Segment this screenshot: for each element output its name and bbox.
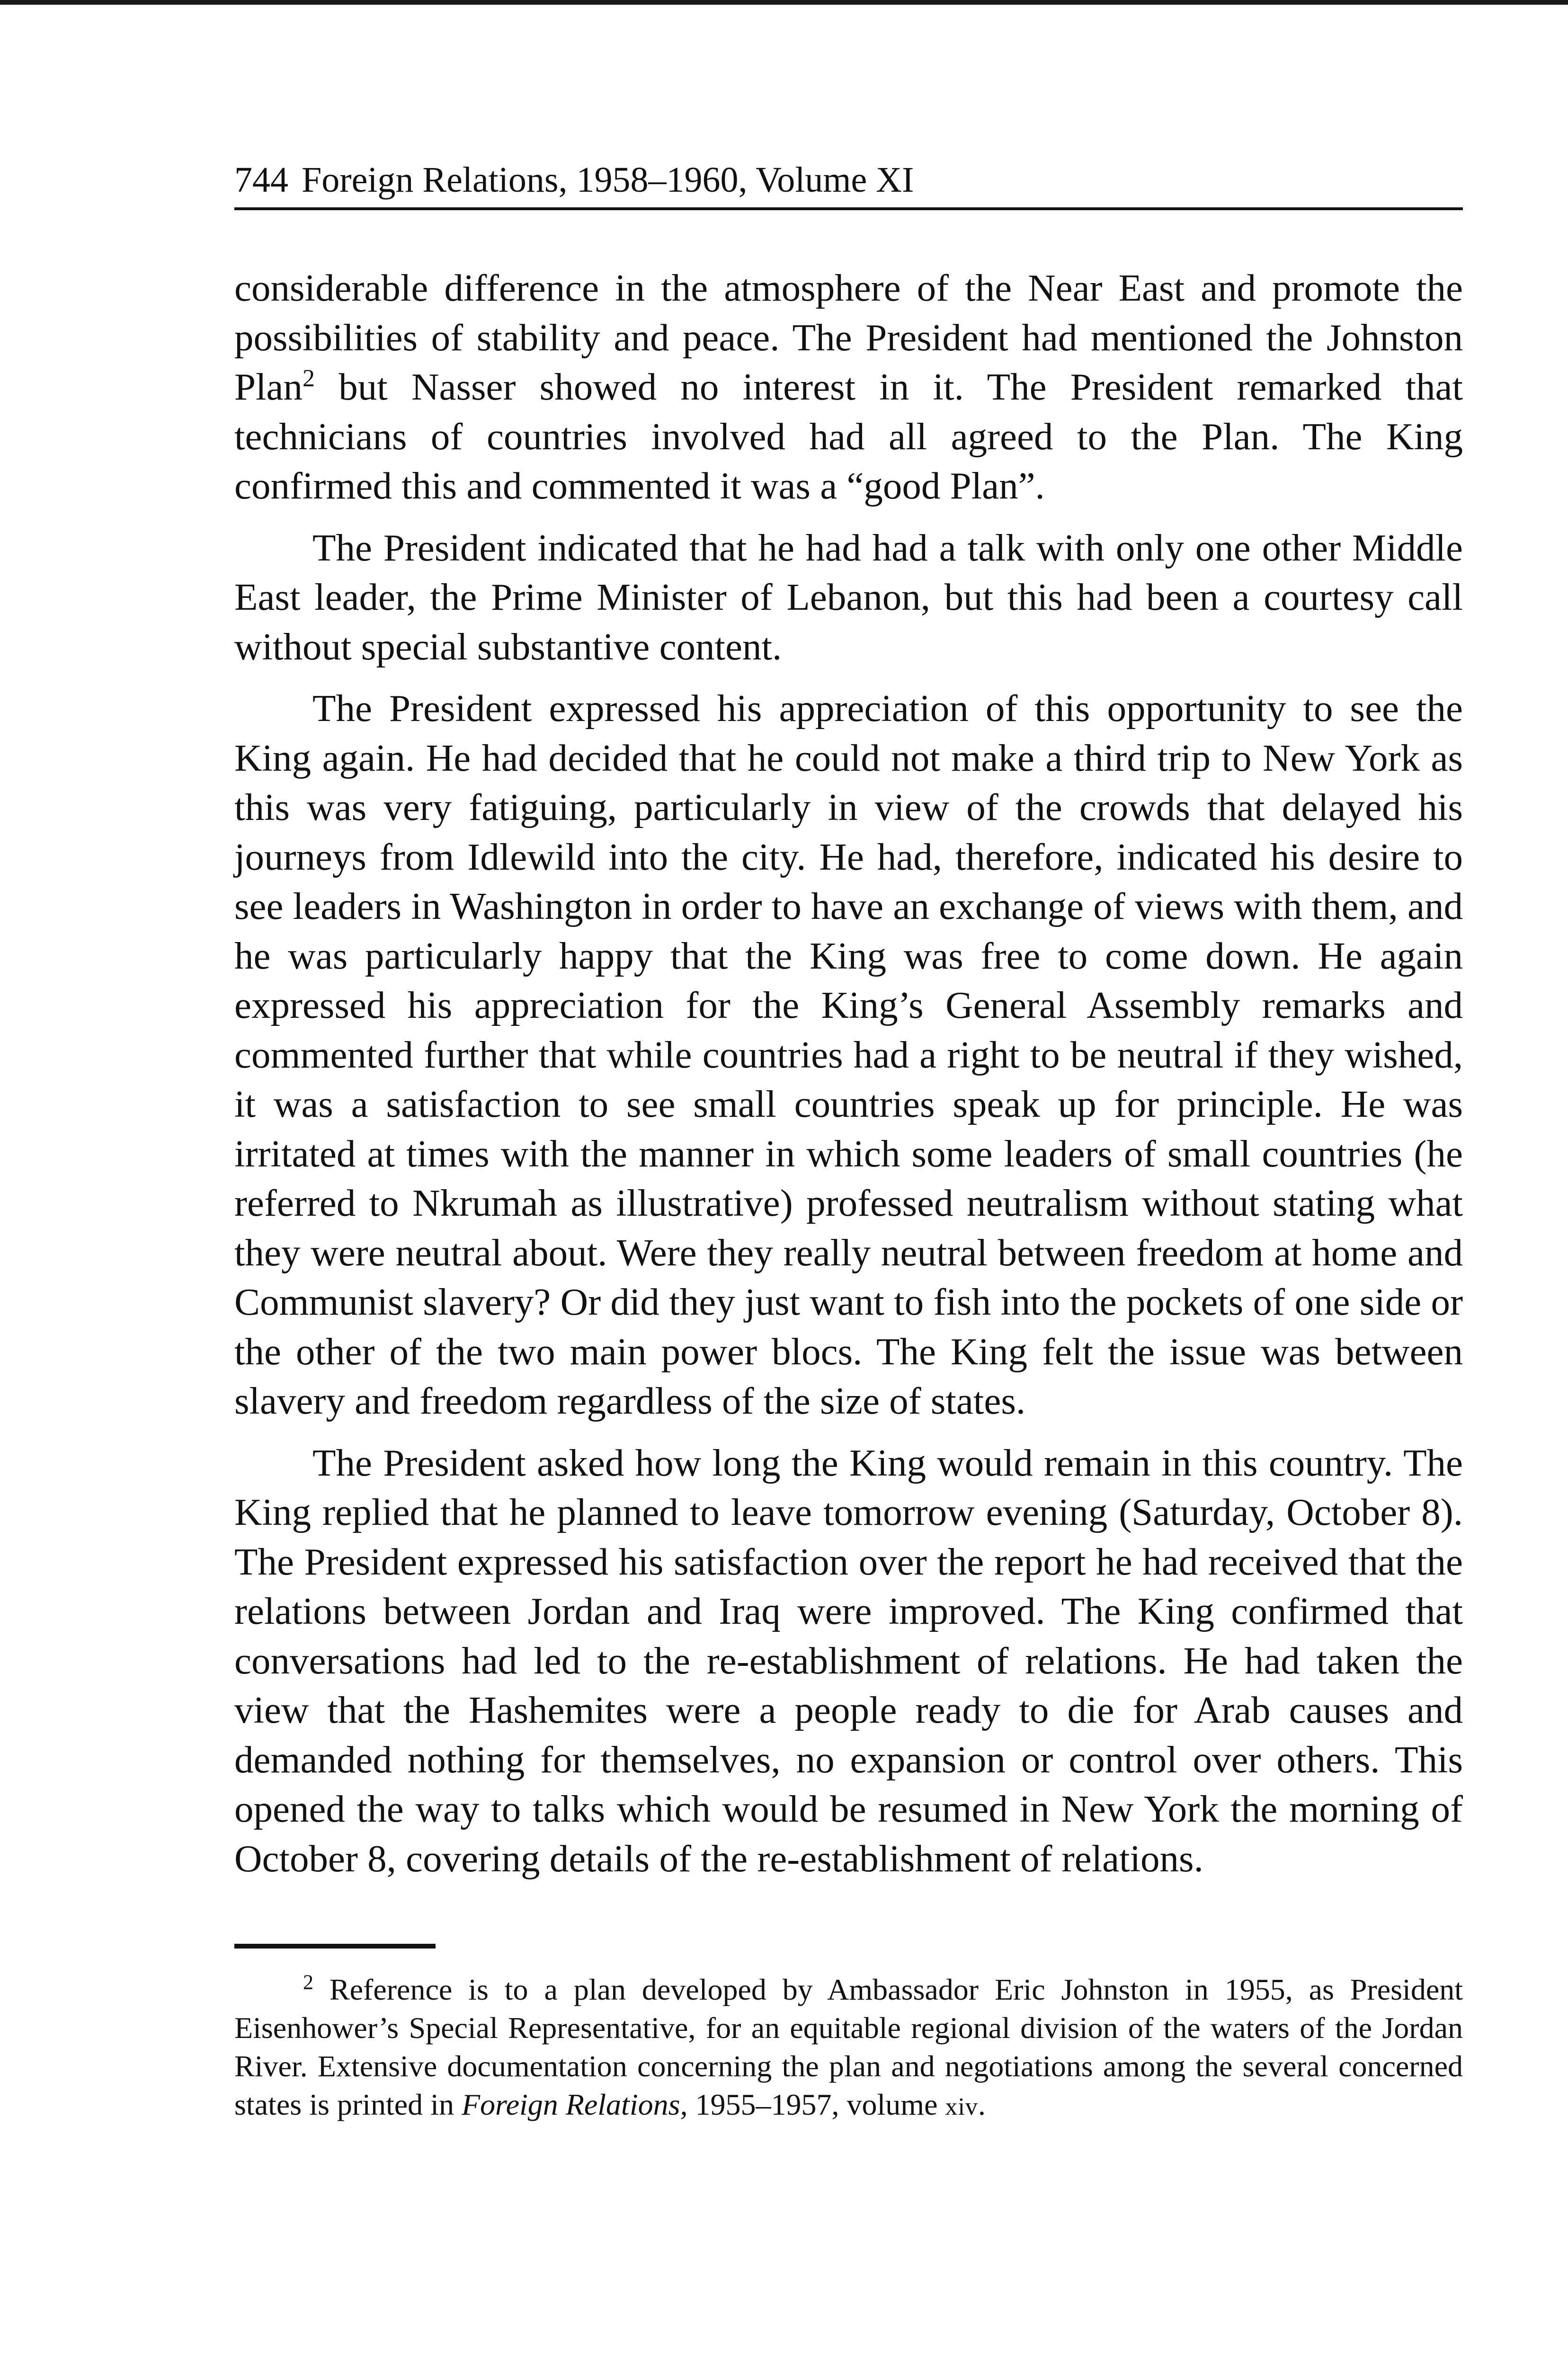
footnote-reference[interactable]: 2 [303,365,315,392]
footnote-number: 2 [303,1970,313,1994]
footnote-text: Reference is to a plan developed by Ambassador Eric Johnston in 1955, as President Eisenhower’s Special Representative, for an equitable regional division of the waters of the Jordan River. Extensive documentation concerning the plan and negotiations among the several concerned states is printed in [234,1973,1463,2121]
body-text [234,263,1463,1883]
footnote-italic-title: Foreign Relations, [461,2088,688,2121]
paragraph: The President asked how long the King would remain in this country. The King replied that he planned to leave tomorrow evening (Saturday, October 8). The President expressed his satisfaction over the report he had received that the relations between Jordan and Iraq were improved. The King confirmed that conversations had led to the re-establishment of relations. He had taken the view that the Hashemites were a people ready to die for Arab causes and demanded nothing for themselves, no expansion or control over others. This opened the way to talks which would be resumed in New York the morning of October 8, covering details of the re-establishment of relations. [234,1441,1463,1880]
footnote-volume: xiv [945,2093,978,2120]
footnote-text-continued: 1955–1957, volume [695,2088,938,2121]
running-head [234,156,1463,210]
page-number: 744 [234,160,288,200]
footnote-end: . [978,2088,986,2121]
publication-title: Foreign Relations, 1958–1960, Volume XI [302,160,914,200]
paragraph-text: but Nasser showed no interest in it. The President remarked that technicians of countries involved had all agreed to the Plan. The King confirmed this and commented it was a “good Plan”. [234,365,1463,507]
paragraph: The President expressed his appreciation of this opportunity to see the King again. He had decided that he could not make a third trip to New York as this was very fatiguing, particularly in view of the crowds that delayed his journeys from Idlewild into the city. He had, therefore, indicated his desire to see leaders in Washington in order to have an exchange of views with them, and he was particularly happy that the King was free to come down. He again expressed his appreciation for the King’s General Assembly remarks and commented further that while countries had a right to be neutral if they wished, it was a satisfaction to see small countries speak up for principle. He was irritated at times with the manner in which some leaders of small countries (he referred to Nkrumah as illustrative) professed neutralism without stating what they were neutral about. Were they really neutral between freedom at home and Communist slavery? Or did they just want to fish into the pockets of one side or the other of the two main power blocs. The King felt the issue was between slavery and freedom regardless of the size of states. [234,687,1463,1422]
footnote [234,1970,1463,2126]
top-edge-rule [0,0,1568,5]
paragraph-continued [234,263,1463,511]
document-page [234,156,1463,2126]
paragraph: The President indicated that he had had a talk with only one other Middle East leader, the Prime Minister of Lebanon, but this had been a courtesy call without special substantive content. [234,526,1463,668]
footnote-separator [234,1944,436,1949]
paragraph-text: considerable difference in the atmosphere of the Near East and promote the possibilities of stability and peace. The President had mentioned the Johnston Plan [234,267,1463,408]
